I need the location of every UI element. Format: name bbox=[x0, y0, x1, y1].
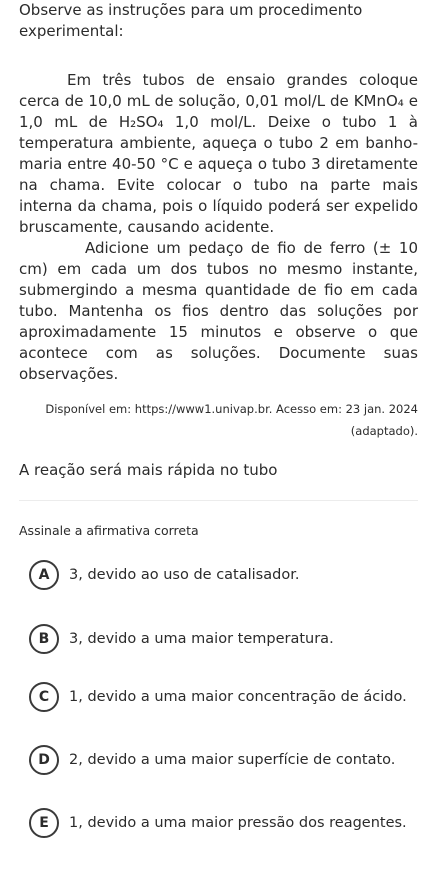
intro-text: Observe as instruções para um procedimento experimental: bbox=[19, 1, 363, 40]
option-c[interactable] bbox=[19, 677, 418, 717]
option-text: 1, devido a uma maior pressão dos reagentes. bbox=[69, 814, 407, 831]
option-d[interactable] bbox=[19, 740, 418, 780]
option-letter-badge: A bbox=[29, 560, 59, 590]
option-b[interactable] bbox=[19, 624, 418, 654]
option-text: 3, devido ao uso de catalisador. bbox=[69, 566, 300, 583]
adapted-note: (adaptado). bbox=[350, 424, 418, 438]
divider bbox=[19, 500, 418, 501]
option-letter-badge: C bbox=[29, 682, 59, 712]
option-a[interactable] bbox=[19, 560, 418, 590]
answer-options bbox=[19, 560, 418, 843]
option-text: 1, devido a uma maior concentração de ácido. bbox=[69, 688, 407, 705]
question-stem: A reação será mais rápida no tubo bbox=[19, 461, 278, 479]
option-text: 3, devido a uma maior temperatura. bbox=[69, 630, 334, 647]
question-instruction: Assinale a afirmativa correta bbox=[19, 523, 199, 538]
option-text: 2, devido a uma maior superfície de contato. bbox=[69, 751, 396, 768]
procedure-paragraph-2: Adicione um pedaço de fio de ferro (± 10 cm) em cada um dos tubos no mesmo instante, submergindo a mesma quantidade de fio em cada tubo. Mantenha os fios dentro das soluções por aproximadamente 15 minutos e observe o que acontece com as soluções. Documente suas observações. bbox=[19, 239, 418, 383]
option-e[interactable] bbox=[19, 803, 418, 843]
option-letter-badge: D bbox=[29, 745, 59, 775]
source-citation: Disponível em: https://www1.univap.br. Acesso em: 23 jan. 2024 bbox=[45, 402, 418, 416]
option-letter-badge: B bbox=[29, 624, 59, 654]
option-letter-badge: E bbox=[29, 808, 59, 838]
procedure-paragraph-1: Em três tubos de ensaio grandes coloque cerca de 10,0 mL de solução, 0,01 mol/L de KMnO₄ e 1,0 mL de H₂SO₄ 1,0 mol/L. Deixe o tubo 1 à temperatura ambiente, aqueça o tubo 2 em banho-maria entre 40-50 °C e aqueça o tubo 3 diretamente na chama. Evite colocar o tubo na parte mais interna da chama, pois o líquido poderá ser expelido bruscamente, causando acidente. bbox=[19, 71, 418, 236]
